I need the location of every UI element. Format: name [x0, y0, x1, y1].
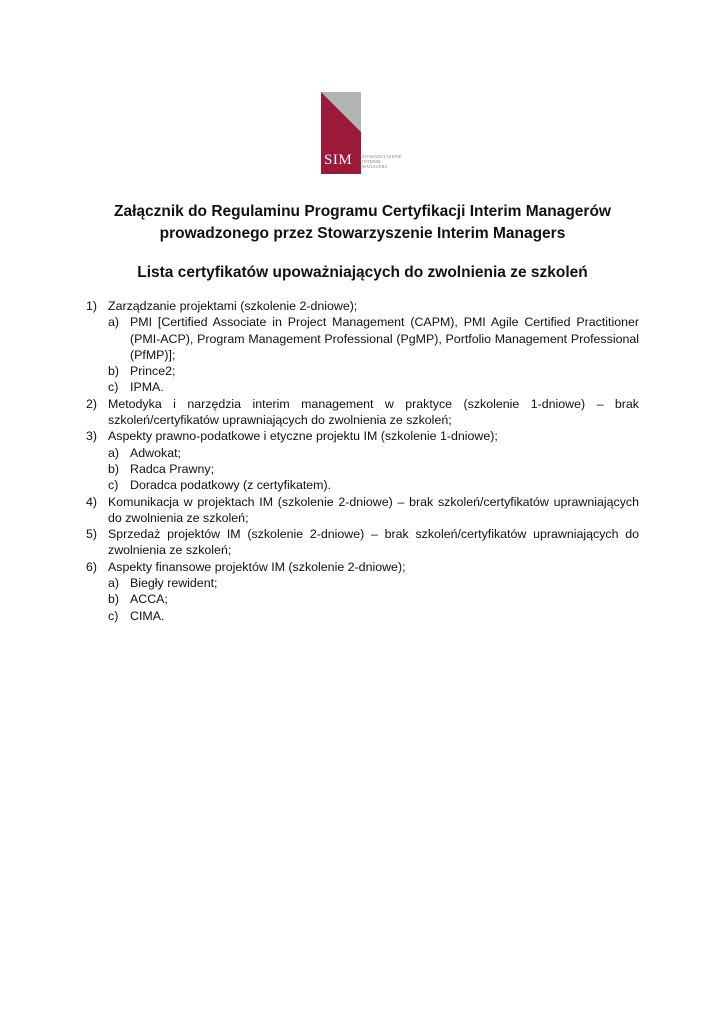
- logo-initials: SIM: [324, 152, 353, 168]
- list-marker: 5): [86, 527, 98, 542]
- list-item-text: Komunikacja w projektach IM (szkolenie 2-dniowe) – brak szkoleń/certyfikatów uprawniających do zwolnienia ze szkoleń;: [108, 494, 639, 525]
- list-item: [86, 396, 639, 429]
- sub-list-item-text: PMI [Certified Associate in Project Management (CAPM), PMI Agile Certified Practitioner (PMI-ACP), Program Management Professional (PgMP), Portfolio Management Professional (PfMP)];: [130, 315, 639, 362]
- list-item: [86, 494, 639, 527]
- sub-list-item-text: Radca Prawny;: [130, 461, 215, 476]
- sub-list-marker: c): [108, 478, 119, 493]
- list-item-text: Sprzedaż projektów IM (szkolenie 2-dniowe) – brak szkoleń/certyfikatów uprawniających do zwolnienia ze szkoleń;: [108, 527, 639, 558]
- sub-list-item-text: ACCA;: [130, 592, 168, 607]
- list-marker: 6): [86, 559, 98, 574]
- logo-caption: [362, 154, 408, 169]
- sub-list-marker: a): [108, 576, 120, 591]
- list-item-text: Aspekty finansowe projektów IM (szkolenie 2-dniowe);: [108, 559, 406, 574]
- list-marker: 2): [86, 396, 98, 411]
- sub-list-item-text: IPMA.: [130, 380, 164, 395]
- sub-list-item: [86, 445, 639, 461]
- sub-list-marker: b): [108, 592, 120, 607]
- list-item: [86, 559, 639, 575]
- list-marker: 1): [86, 299, 98, 313]
- logo-caption-line: MANAGERS: [362, 164, 388, 169]
- document-title: [60, 201, 665, 245]
- sub-list-item-text: Prince2;: [130, 364, 176, 379]
- list-item: [86, 298, 639, 314]
- document-title-line: Załącznik do Regulaminu Programu Certyfikacji Interim Managerów: [114, 203, 611, 220]
- sub-list-item: [86, 575, 639, 591]
- list-marker: 3): [86, 429, 98, 444]
- list-item-text: Aspekty prawno-podatkowe i etyczne projektu IM (szkolenie 1-dniowe);: [108, 429, 498, 444]
- sub-list-marker: b): [108, 364, 120, 379]
- document-subtitle: Lista certyfikatów upoważniających do zwolnienia ze szkoleń: [137, 264, 588, 281]
- sub-list-item: [86, 591, 639, 607]
- sub-list-marker: a): [108, 445, 120, 460]
- sub-list-marker: a): [108, 315, 120, 330]
- sub-list-item: [86, 608, 639, 624]
- certificate-list: [86, 298, 639, 624]
- list-marker: 4): [86, 494, 98, 509]
- sub-list-item: [86, 379, 639, 395]
- sub-list-item: [86, 477, 639, 493]
- sub-list-marker: c): [108, 380, 119, 395]
- list-item: [86, 428, 639, 444]
- sub-list-item-text: Biegły rewident;: [130, 576, 218, 591]
- sub-list-item-text: CIMA.: [130, 608, 165, 623]
- list-item-text: Metodyka i narzędzia interim management w praktyce (szkolenie 1-dniowe) – brak szkoleń/certyfikatów uprawniających do zwolnienia ze szkoleń;: [108, 396, 639, 428]
- list-item: [86, 526, 639, 559]
- sub-list-marker: b): [108, 461, 120, 476]
- sub-list-item-text: Doradca podatkowy (z certyfikatem).: [130, 478, 332, 493]
- sub-list-item: [86, 314, 639, 363]
- document-title-line: prowadzonego przez Stowarzyszenie Interim Managers: [159, 225, 566, 242]
- logo-caption-line: STOWARZYSZENIE: [362, 154, 402, 159]
- sub-list-item: [86, 363, 639, 379]
- logo-caption-line: INTERIM: [362, 159, 381, 164]
- sub-list-marker: c): [108, 608, 119, 623]
- sub-list-item: [86, 461, 639, 477]
- list-item-text: Zarządzanie projektami (szkolenie 2-dniowe);: [108, 299, 358, 313]
- sub-list-item-text: Adwokat;: [130, 445, 181, 460]
